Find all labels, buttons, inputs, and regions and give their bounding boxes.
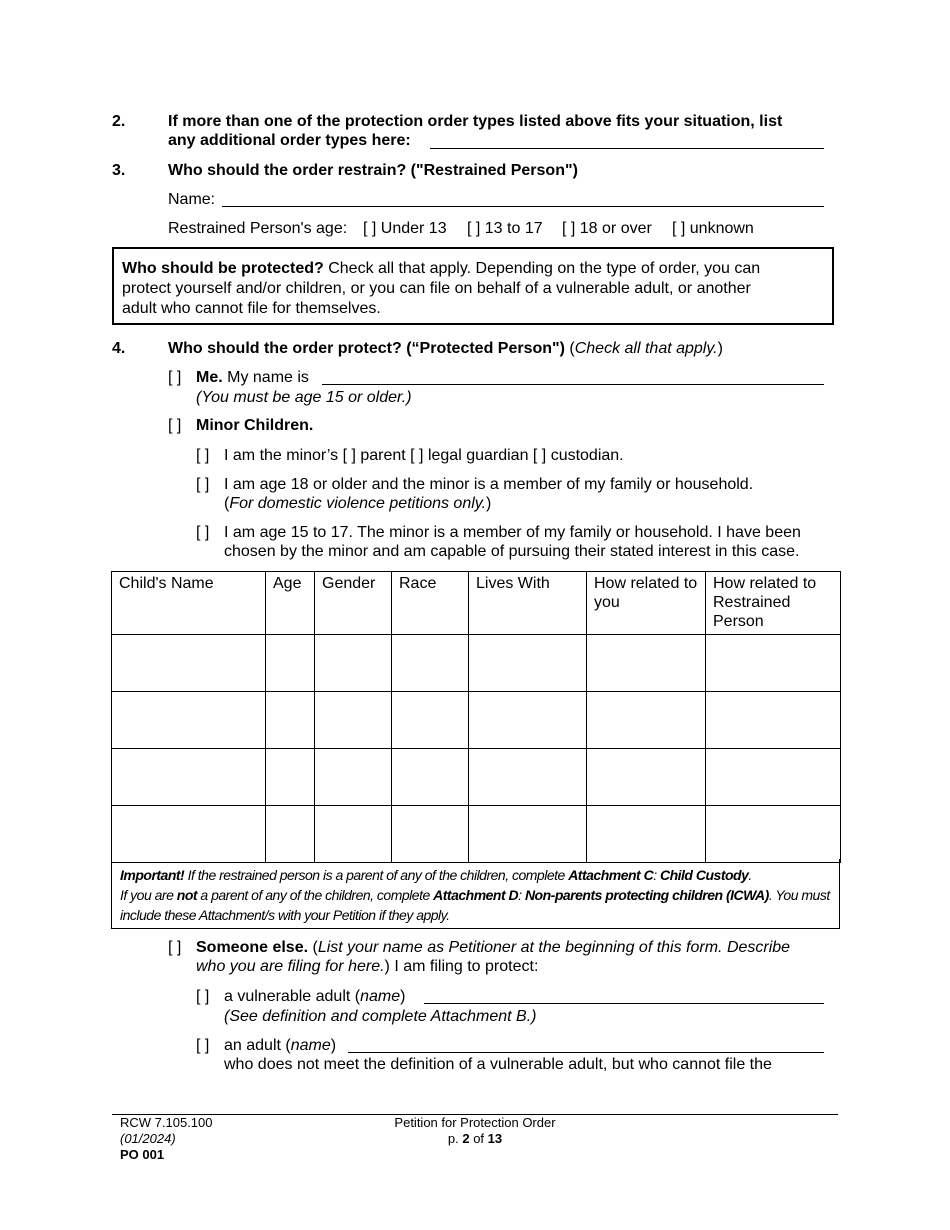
table-cell[interactable] <box>112 806 266 863</box>
me-row <box>196 369 309 387</box>
footer-page-of: of <box>469 1131 488 1146</box>
note-text: If the restrained person is a parent of any of the children, complete <box>184 867 569 883</box>
not-label: not <box>176 887 198 903</box>
info-box-text-1: Check all that apply. Depending on the type of order, you can <box>323 260 761 277</box>
q3-title: Who should the order restrain? ("Restrained Person") <box>168 162 578 179</box>
adult-text-name: name <box>290 1037 331 1054</box>
restrained-name-field[interactable] <box>222 206 824 207</box>
info-box-text-2: protect yourself and/or children, or you can file on behalf of a vulnerable adult, or another <box>122 280 751 297</box>
minor-children-label: Minor Children. <box>196 417 314 434</box>
table-cell[interactable] <box>315 749 392 806</box>
footer-title: Petition for Protection Order <box>394 1115 556 1130</box>
vulnerable-adult-text-a: a vulnerable adult ( <box>224 988 361 1005</box>
table-cell[interactable] <box>392 635 469 692</box>
footer-rcw: RCW 7.105.100 <box>120 1115 213 1130</box>
minor-children-checkbox[interactable]: [ ] <box>168 417 182 434</box>
someone-else-line1 <box>196 939 790 957</box>
minor-opt3-text-1: I am age 15 to 17. The minor is a member of my family or household. I have been <box>224 524 801 541</box>
important-label: Important! <box>120 867 185 883</box>
col-age: Age <box>266 572 315 635</box>
age-18-over-checkbox[interactable]: [ ] 18 or over <box>562 220 652 237</box>
minor-opt3-checkbox[interactable]: [ ] <box>196 524 210 541</box>
minor-opt1-text: I am the minor’s [ ] parent [ ] legal guardian [ ] custodian. <box>224 447 624 464</box>
vulnerable-adult-text-b: ) <box>400 988 406 1005</box>
note-text: : <box>653 867 660 883</box>
age-13-17-checkbox[interactable]: [ ] 13 to 17 <box>467 220 543 237</box>
table-cell[interactable] <box>587 635 706 692</box>
vulnerable-adult-label <box>224 988 405 1006</box>
table-row <box>112 749 841 806</box>
footer-page-number <box>389 1131 561 1147</box>
important-attachments-note <box>111 859 840 929</box>
table-cell[interactable] <box>587 806 706 863</box>
table-cell[interactable] <box>392 692 469 749</box>
table-cell[interactable] <box>469 635 587 692</box>
table-cell[interactable] <box>392 749 469 806</box>
table-cell[interactable] <box>706 635 841 692</box>
q4-title: Who should the order protect? (“Protected Person") <box>168 340 565 357</box>
note-text: : <box>518 887 525 903</box>
me-age-note: (You must be age 15 or older.) <box>196 389 412 406</box>
minor-opt3-text-2: chosen by the minor and am capable of pursuing their stated interest in this case. <box>224 543 800 560</box>
table-cell[interactable] <box>587 749 706 806</box>
footer-page: 2 <box>462 1131 470 1146</box>
vulnerable-adult-name-field[interactable] <box>424 1003 824 1004</box>
table-cell[interactable] <box>469 806 587 863</box>
someone-else-instruction-2: who you are filing for here. <box>196 958 385 975</box>
q4-hint-open: ( <box>569 340 575 357</box>
minor-opt2-note <box>224 495 491 513</box>
col-childs-name: Child's Name <box>112 572 266 635</box>
footer-page-total: 13 <box>487 1131 503 1146</box>
minor-opt2-note-text: For domestic violence petitions only. <box>229 495 487 512</box>
minor-opt1-checkbox[interactable]: [ ] <box>196 447 210 464</box>
note-text: include these Attachment/s with your Petition if they apply. <box>120 907 450 923</box>
children-table <box>111 571 841 863</box>
table-cell[interactable] <box>266 749 315 806</box>
someone-else-checkbox[interactable]: [ ] <box>168 939 182 956</box>
q3-number: 3. <box>112 162 126 179</box>
age-unknown-checkbox[interactable]: [ ] unknown <box>672 220 754 237</box>
q2-additional-types-field[interactable] <box>430 148 824 149</box>
footer-date: (01/2024) <box>120 1131 176 1146</box>
info-box-text-3: adult who cannot file for themselves. <box>122 300 381 317</box>
table-row <box>112 635 841 692</box>
table-cell[interactable] <box>706 749 841 806</box>
vulnerable-adult-note: (See definition and complete Attachment B.) <box>224 1008 537 1025</box>
age-under-13-checkbox[interactable]: [ ] Under 13 <box>363 220 447 237</box>
someone-else-open: ( <box>308 939 318 956</box>
table-cell[interactable] <box>112 692 266 749</box>
info-box-heading: Who should be protected? <box>122 260 324 277</box>
table-cell[interactable] <box>469 692 587 749</box>
adult-label <box>224 1037 336 1055</box>
q2-number: 2. <box>112 113 126 130</box>
non-parents-label: Non-parents protecting children (ICWA) <box>524 887 769 903</box>
table-cell[interactable] <box>706 806 841 863</box>
q4-hint: Check all that apply. <box>574 340 718 357</box>
table-row <box>112 806 841 863</box>
footer-form-number: PO 001 <box>120 1147 165 1162</box>
someone-else-instruction-1: List your name as Petitioner at the beginning of this form. Describe <box>317 939 791 956</box>
q2-text-line2: any additional order types here: <box>168 132 411 149</box>
table-cell[interactable] <box>315 692 392 749</box>
q4-hint-close: ) <box>717 340 723 357</box>
note-text: . <box>748 867 752 883</box>
adult-text-b: ) <box>330 1037 337 1054</box>
col-race: Race <box>392 572 469 635</box>
someone-else-line2 <box>196 958 538 976</box>
someone-else-label: Someone else. <box>196 939 309 956</box>
my-name-field[interactable] <box>322 384 824 385</box>
minor-opt2-note-close: ) <box>486 495 492 512</box>
col-related-to-restrained: How related to Restrained Person <box>706 572 841 635</box>
col-gender: Gender <box>315 572 392 635</box>
table-row <box>112 692 841 749</box>
q3-age-label: Restrained Person's age: <box>168 220 348 237</box>
me-checkbox[interactable]: [ ] <box>168 369 182 386</box>
adult-note: who does not meet the definition of a vulnerable adult, but who cannot file the <box>224 1056 772 1073</box>
table-cell[interactable] <box>469 749 587 806</box>
note-text: a parent of any of the children, complete <box>197 887 434 903</box>
table-cell[interactable] <box>587 692 706 749</box>
footer-page-prefix: p. <box>447 1131 463 1146</box>
me-label: Me. <box>196 369 223 386</box>
children-table-header <box>112 572 841 635</box>
vulnerable-adult-checkbox[interactable]: [ ] <box>196 988 210 1005</box>
me-text: My name is <box>227 369 309 386</box>
table-cell[interactable] <box>706 692 841 749</box>
table-cell[interactable] <box>392 806 469 863</box>
child-custody-label: Child Custody <box>659 867 749 883</box>
table-cell[interactable] <box>266 692 315 749</box>
minor-opt2-checkbox[interactable]: [ ] <box>196 476 210 493</box>
q2-text-line1: If more than one of the protection order types listed above fits your situation, list <box>168 113 783 130</box>
q4-title-row <box>168 340 723 358</box>
q4-number: 4. <box>112 340 126 357</box>
minor-opt2-text: I am age 18 or older and the minor is a member of my family or household. <box>224 476 754 493</box>
adult-name-field[interactable] <box>348 1052 824 1053</box>
note-text: . You must <box>768 887 830 903</box>
attachment-d-label: Attachment D <box>433 887 519 903</box>
minor-opt2-note-open: ( <box>224 495 230 512</box>
table-cell[interactable] <box>266 635 315 692</box>
table-cell[interactable] <box>315 806 392 863</box>
q3-name-label: Name: <box>168 191 216 208</box>
table-cell[interactable] <box>112 749 266 806</box>
adult-checkbox[interactable]: [ ] <box>196 1037 210 1054</box>
col-related-to-you: How related to you <box>587 572 706 635</box>
vulnerable-adult-text-name: name <box>360 988 401 1005</box>
attachment-c-label: Attachment C <box>568 867 654 883</box>
table-cell[interactable] <box>112 635 266 692</box>
adult-text-a: an adult ( <box>224 1037 291 1054</box>
col-lives-with: Lives With <box>469 572 587 635</box>
note-text: If you are <box>120 887 177 903</box>
who-protected-info-box <box>112 247 834 325</box>
someone-else-rest: ) I am filing to protect: <box>384 958 539 975</box>
table-cell[interactable] <box>315 635 392 692</box>
table-cell[interactable] <box>266 806 315 863</box>
